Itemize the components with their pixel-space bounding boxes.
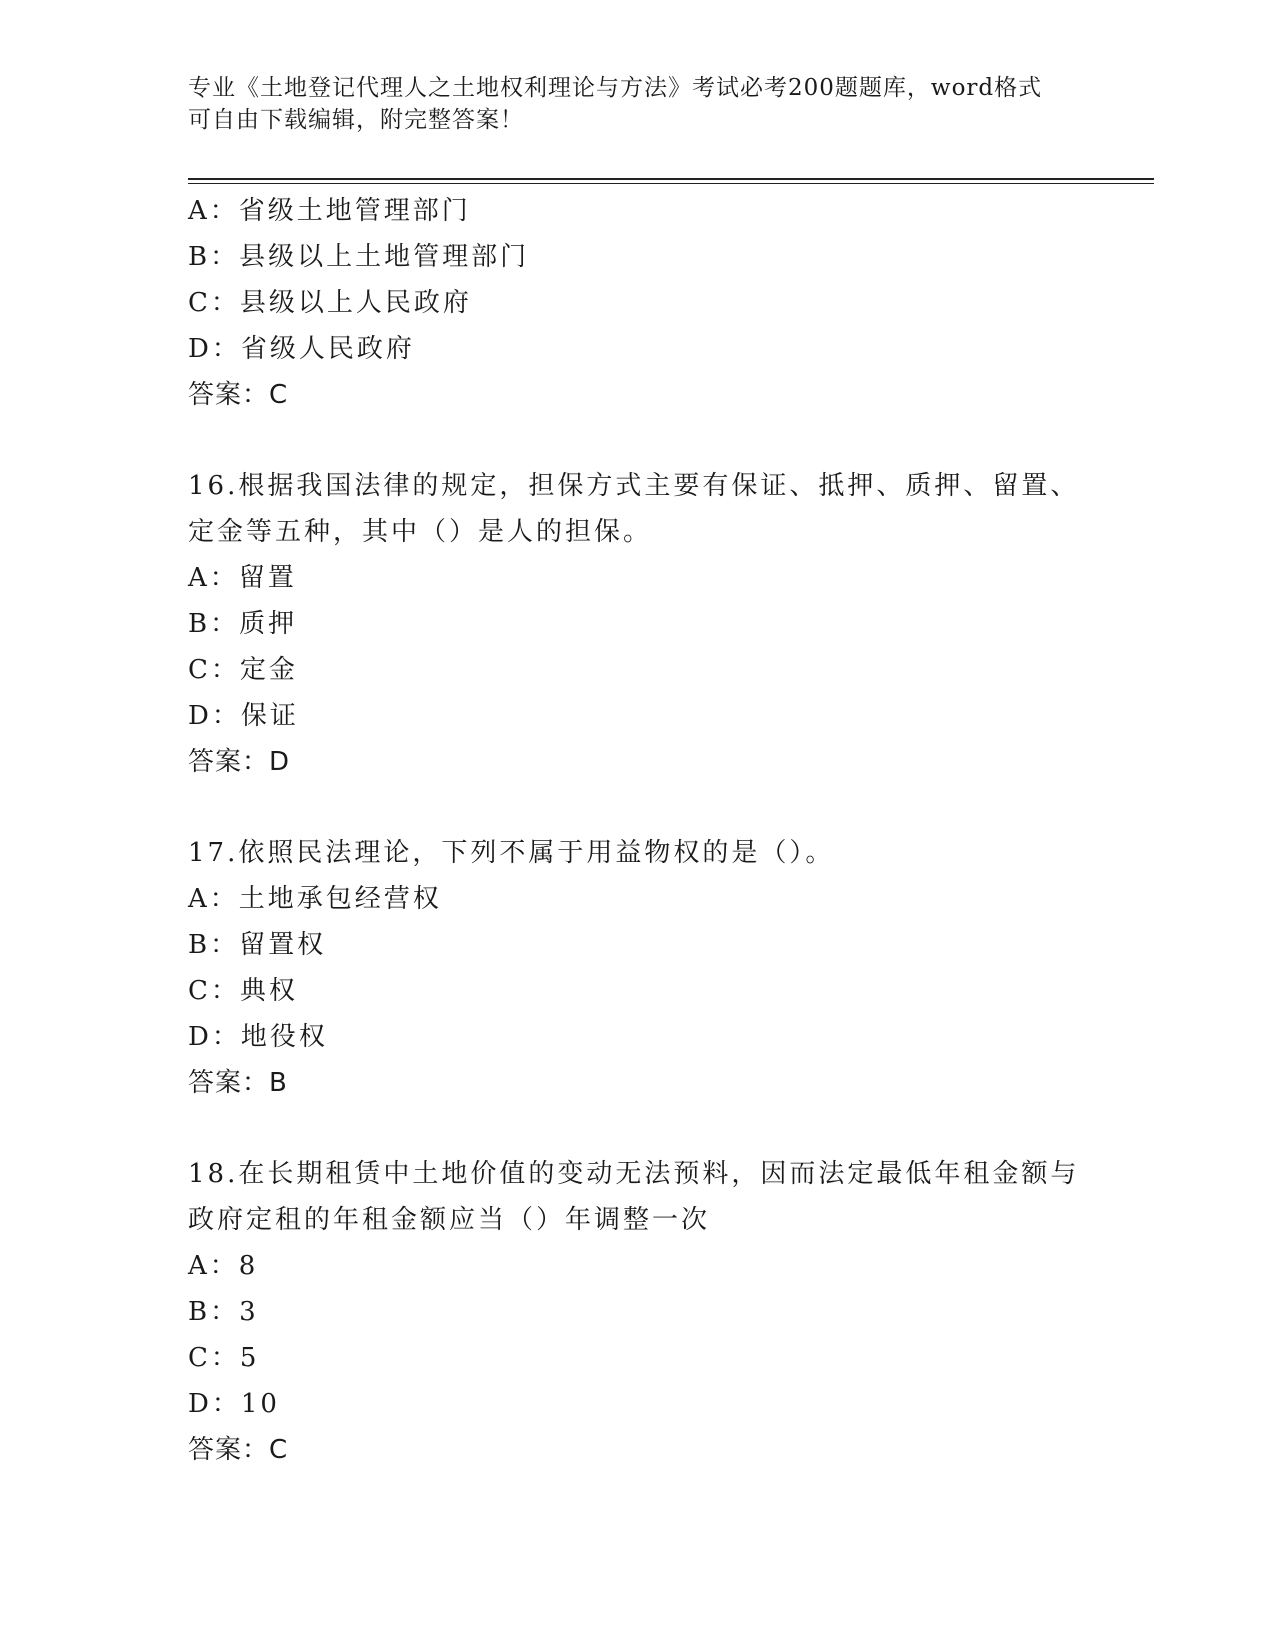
option-a: A：省级土地管理部门 (188, 196, 471, 226)
question-content (188, 188, 1088, 1473)
answer-line: 答案：B (188, 1068, 288, 1098)
spacer (188, 418, 1088, 463)
header-divider-thin (188, 183, 1154, 184)
question-16 (188, 463, 1088, 785)
question-stem-line-1: 18.在长期租赁中土地价值的变动无法预料，因而法定最低年租金额与 (188, 1159, 1080, 1189)
header-line-2: 可自由下载编辑，附完整答案！ (188, 107, 524, 133)
question-18 (188, 1151, 1088, 1473)
header-line-1: 专业《土地登记代理人之土地权利理论与方法》考试必考200题题库，word格式 (188, 75, 1043, 101)
question-stem-line-1: 16.根据我国法律的规定，担保方式主要有保证、抵押、质押、留置、 (188, 471, 1080, 501)
answer-line: 答案：C (188, 380, 289, 410)
header-divider-thick (188, 178, 1154, 180)
option-c: C：定金 (188, 655, 298, 685)
answer-line: 答案：C (188, 1435, 289, 1465)
option-c: C：典权 (188, 976, 298, 1006)
document-header (188, 72, 1088, 136)
option-b: B：县级以上土地管理部门 (188, 242, 530, 272)
question-stem-line-1: 17.依照民法理论，下列不属于用益物权的是（）。 (188, 838, 835, 868)
question-17 (188, 830, 1088, 1106)
option-d: D：省级人民政府 (188, 334, 415, 364)
question-stem-line-2: 政府定租的年租金额应当（）年调整一次 (188, 1205, 711, 1235)
option-d: D：地役权 (188, 1022, 328, 1052)
spacer (188, 1106, 1088, 1151)
option-b: B：留置权 (188, 930, 327, 960)
spacer (188, 785, 1088, 830)
answer-line: 答案：D (188, 747, 291, 777)
option-a: A：8 (188, 1251, 259, 1281)
option-d: D：10 (188, 1389, 280, 1419)
option-c: C：县级以上人民政府 (188, 288, 472, 318)
option-b: B：3 (188, 1297, 259, 1327)
option-a: A：土地承包经营权 (188, 884, 442, 914)
question-stem-line-2: 定金等五种，其中（）是人的担保。 (188, 517, 653, 547)
question-15 (188, 188, 1088, 418)
option-b: B：质押 (188, 609, 298, 639)
option-d: D：保证 (188, 701, 299, 731)
option-a: A：留置 (188, 563, 297, 593)
option-c: C：5 (188, 1343, 260, 1373)
